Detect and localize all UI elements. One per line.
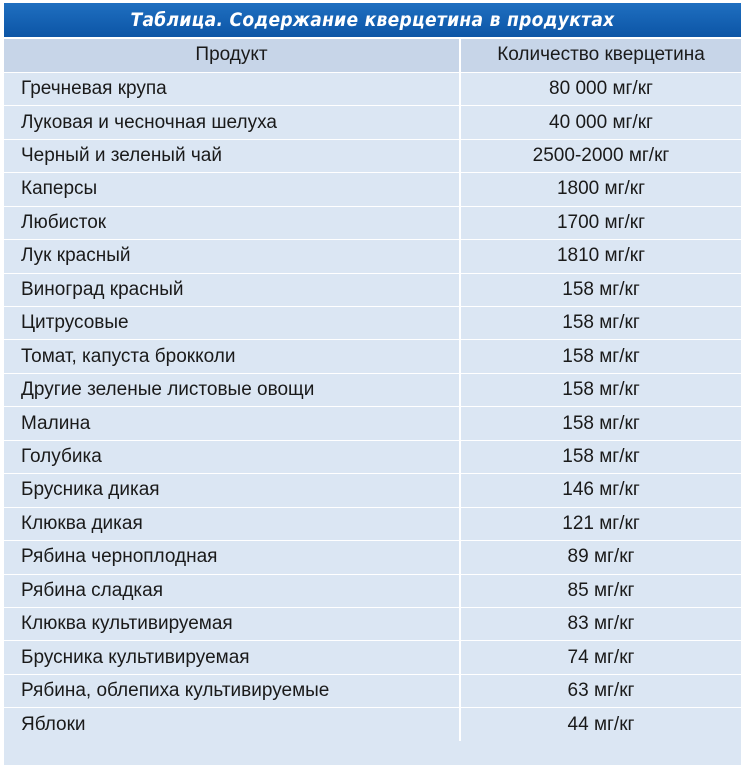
amount-cell: 44 мг/кг: [567, 713, 635, 735]
table-row: [4, 607, 741, 640]
table-row: [4, 574, 741, 607]
table-row: [4, 173, 741, 206]
amount-cell: 146 мг/кг: [460, 474, 741, 507]
table-title: Таблица. Содержание кверцетина в продуктах: [4, 3, 741, 39]
table-row: [4, 674, 741, 707]
table-row: [4, 206, 741, 239]
product-cell: Клюква культивируемая: [4, 607, 460, 640]
table-row: [4, 541, 741, 574]
table-row: [4, 273, 741, 306]
product-cell: Рябина, облепиха культивируемые: [4, 674, 460, 707]
table-row: [4, 307, 741, 340]
table-row: [4, 106, 741, 139]
amount-cell: 158 мг/кг: [460, 340, 741, 373]
product-cell: Гречневая крупа: [4, 72, 460, 105]
amount-cell: 83 мг/кг: [460, 607, 741, 640]
product-cell: Томат, капуста брокколи: [4, 340, 460, 373]
product-cell: Виноград красный: [4, 273, 460, 306]
quercetin-table: [4, 39, 741, 741]
column-header-product: Продукт: [4, 39, 460, 72]
amount-cell: 121 мг/кг: [460, 507, 741, 540]
table-row: [4, 474, 741, 507]
product-cell: Клюква дикая: [4, 507, 460, 540]
product-cell: Черный и зеленый чай: [4, 139, 460, 172]
product-cell: Брусника дикая: [4, 474, 460, 507]
quercetin-table-container: [4, 3, 741, 765]
amount-cell: 158 мг/кг: [460, 440, 741, 473]
table-row: [4, 72, 741, 105]
table-header-row: [4, 39, 741, 72]
product-cell: Каперсы: [4, 173, 460, 206]
product-cell: Брусника культивируемая: [4, 641, 460, 674]
amount-cell: 158 мг/кг: [460, 307, 741, 340]
product-cell: Другие зеленые листовые овощи: [4, 373, 460, 406]
amount-cell: 74 мг/кг: [460, 641, 741, 674]
table-row: [4, 507, 741, 540]
product-cell: Любисток: [4, 206, 460, 239]
amount-cell: 158 мг/кг: [460, 373, 741, 406]
amount-cell: 85 мг/кг: [460, 574, 741, 607]
table-row: [4, 407, 741, 440]
product-cell: Голубика: [4, 440, 460, 473]
table-row: [4, 440, 741, 473]
amount-cell: 158 мг/кг: [460, 407, 741, 440]
product-cell: Рябина сладкая: [4, 574, 460, 607]
amount-cell: 1700 мг/кг: [460, 206, 741, 239]
product-cell: Лук красный: [4, 240, 460, 273]
amount-cell: 2500-2000 мг/кг: [460, 139, 741, 172]
column-header-amount: Количество кверцетина: [460, 39, 741, 72]
amount-cell: 1800 мг/кг: [460, 173, 741, 206]
product-cell: Малина: [4, 407, 460, 440]
table-row: [4, 641, 741, 674]
amount-cell: 1810 мг/кг: [460, 240, 741, 273]
amount-cell: 63 мг/кг: [460, 674, 741, 707]
product-cell: Цитрусовые: [4, 307, 460, 340]
table-row: [4, 240, 741, 273]
table-row: [4, 708, 741, 741]
amount-cell: 158 мг/кг: [460, 273, 741, 306]
amount-cell: 89 мг/кг: [460, 541, 741, 574]
amount-cell: 80 000 мг/кг: [460, 72, 741, 105]
table-row: [4, 373, 741, 406]
table-row: [4, 139, 741, 172]
product-cell: Рябина черноплодная: [4, 541, 460, 574]
product-cell: Яблоки: [4, 708, 460, 741]
product-cell: Луковая и чесночная шелуха: [4, 106, 460, 139]
amount-cell: 40 000 мг/кг: [460, 106, 741, 139]
table-row: [4, 340, 741, 373]
